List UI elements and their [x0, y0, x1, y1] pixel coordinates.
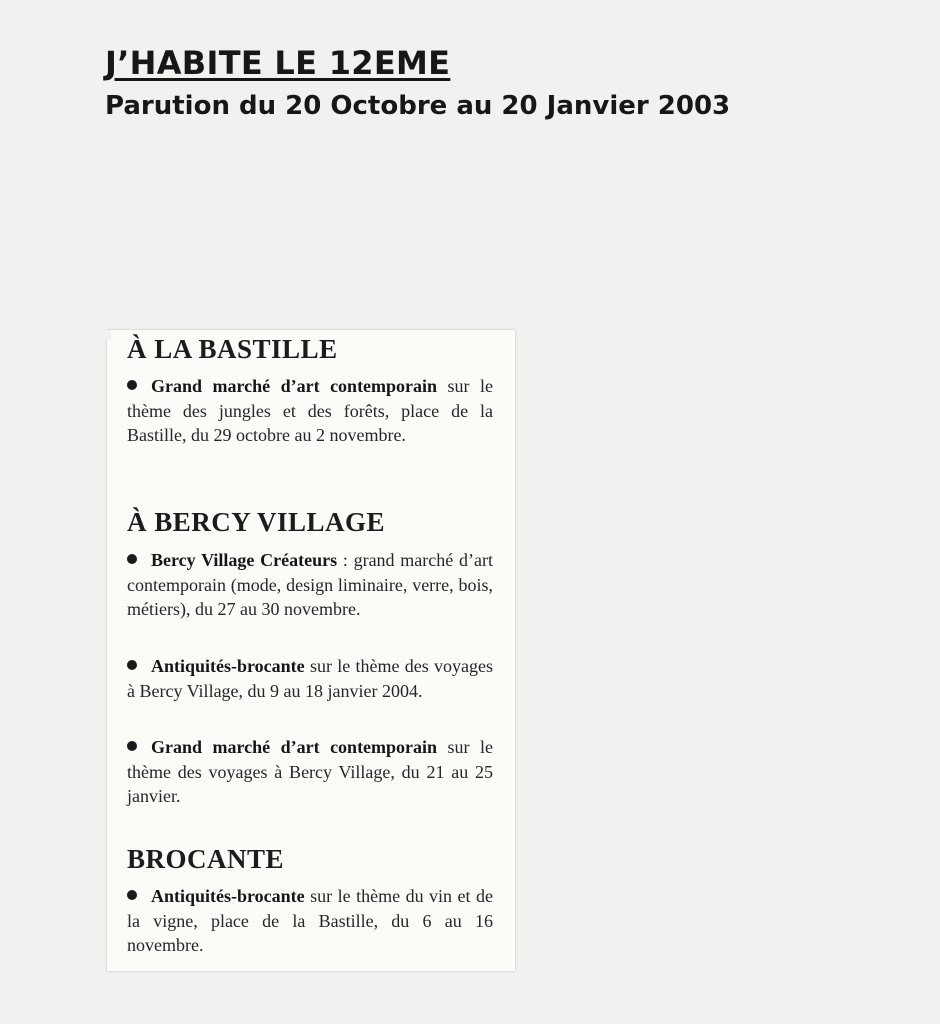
listing-item [127, 884, 493, 958]
newspaper-clipping [107, 330, 515, 971]
listing-item [127, 548, 493, 622]
listing-text: : grand marché d’art contemporain (mode, design liminaire, verre, bois, métiers), du 27 au 30 novembre. [127, 550, 493, 619]
bullet-icon [127, 660, 137, 670]
publication-dates: Parution du 20 Octobre au 20 Janvier 2003 [105, 91, 731, 121]
listing-item [127, 374, 493, 448]
listing-text: sur le thème des jungles et des forêts, place de la Bastille, du 29 octobre au 2 novembre. [127, 376, 493, 445]
listing-item [127, 654, 493, 703]
listing-text: sur le thème des voyages à Bercy Village, du 21 au 25 janvier. [127, 737, 493, 806]
page-header [105, 40, 730, 126]
listing-lead: Bercy Village Créateurs [151, 550, 338, 570]
listing-text: sur le thème des voyages à Bercy Village, du 9 au 18 janvier 2004. [127, 656, 493, 701]
bullet-icon [127, 890, 137, 900]
listing-lead: Grand marché d’art contemporain [151, 376, 438, 396]
listing-lead: Antiquités-brocante [151, 886, 305, 906]
listing-item [127, 735, 493, 809]
bullet-icon [127, 554, 137, 564]
bullet-icon [127, 380, 137, 390]
clipping-torn-corner [103, 330, 111, 340]
listing-text: sur le thème du vin et de la vigne, place de la Bastille, du 6 au 16 novembre. [127, 886, 493, 955]
listing-lead: Antiquités-brocante [151, 656, 305, 676]
section-heading-bastille: À LA BASTILLE [127, 334, 338, 364]
section-heading-brocante: BROCANTE [127, 844, 285, 874]
section-heading-bercy: À BERCY VILLAGE [127, 507, 386, 537]
page-title: J’HABITE LE 12EME [105, 44, 451, 82]
listing-lead: Grand marché d’art contemporain [151, 737, 438, 757]
bullet-icon [127, 741, 137, 751]
